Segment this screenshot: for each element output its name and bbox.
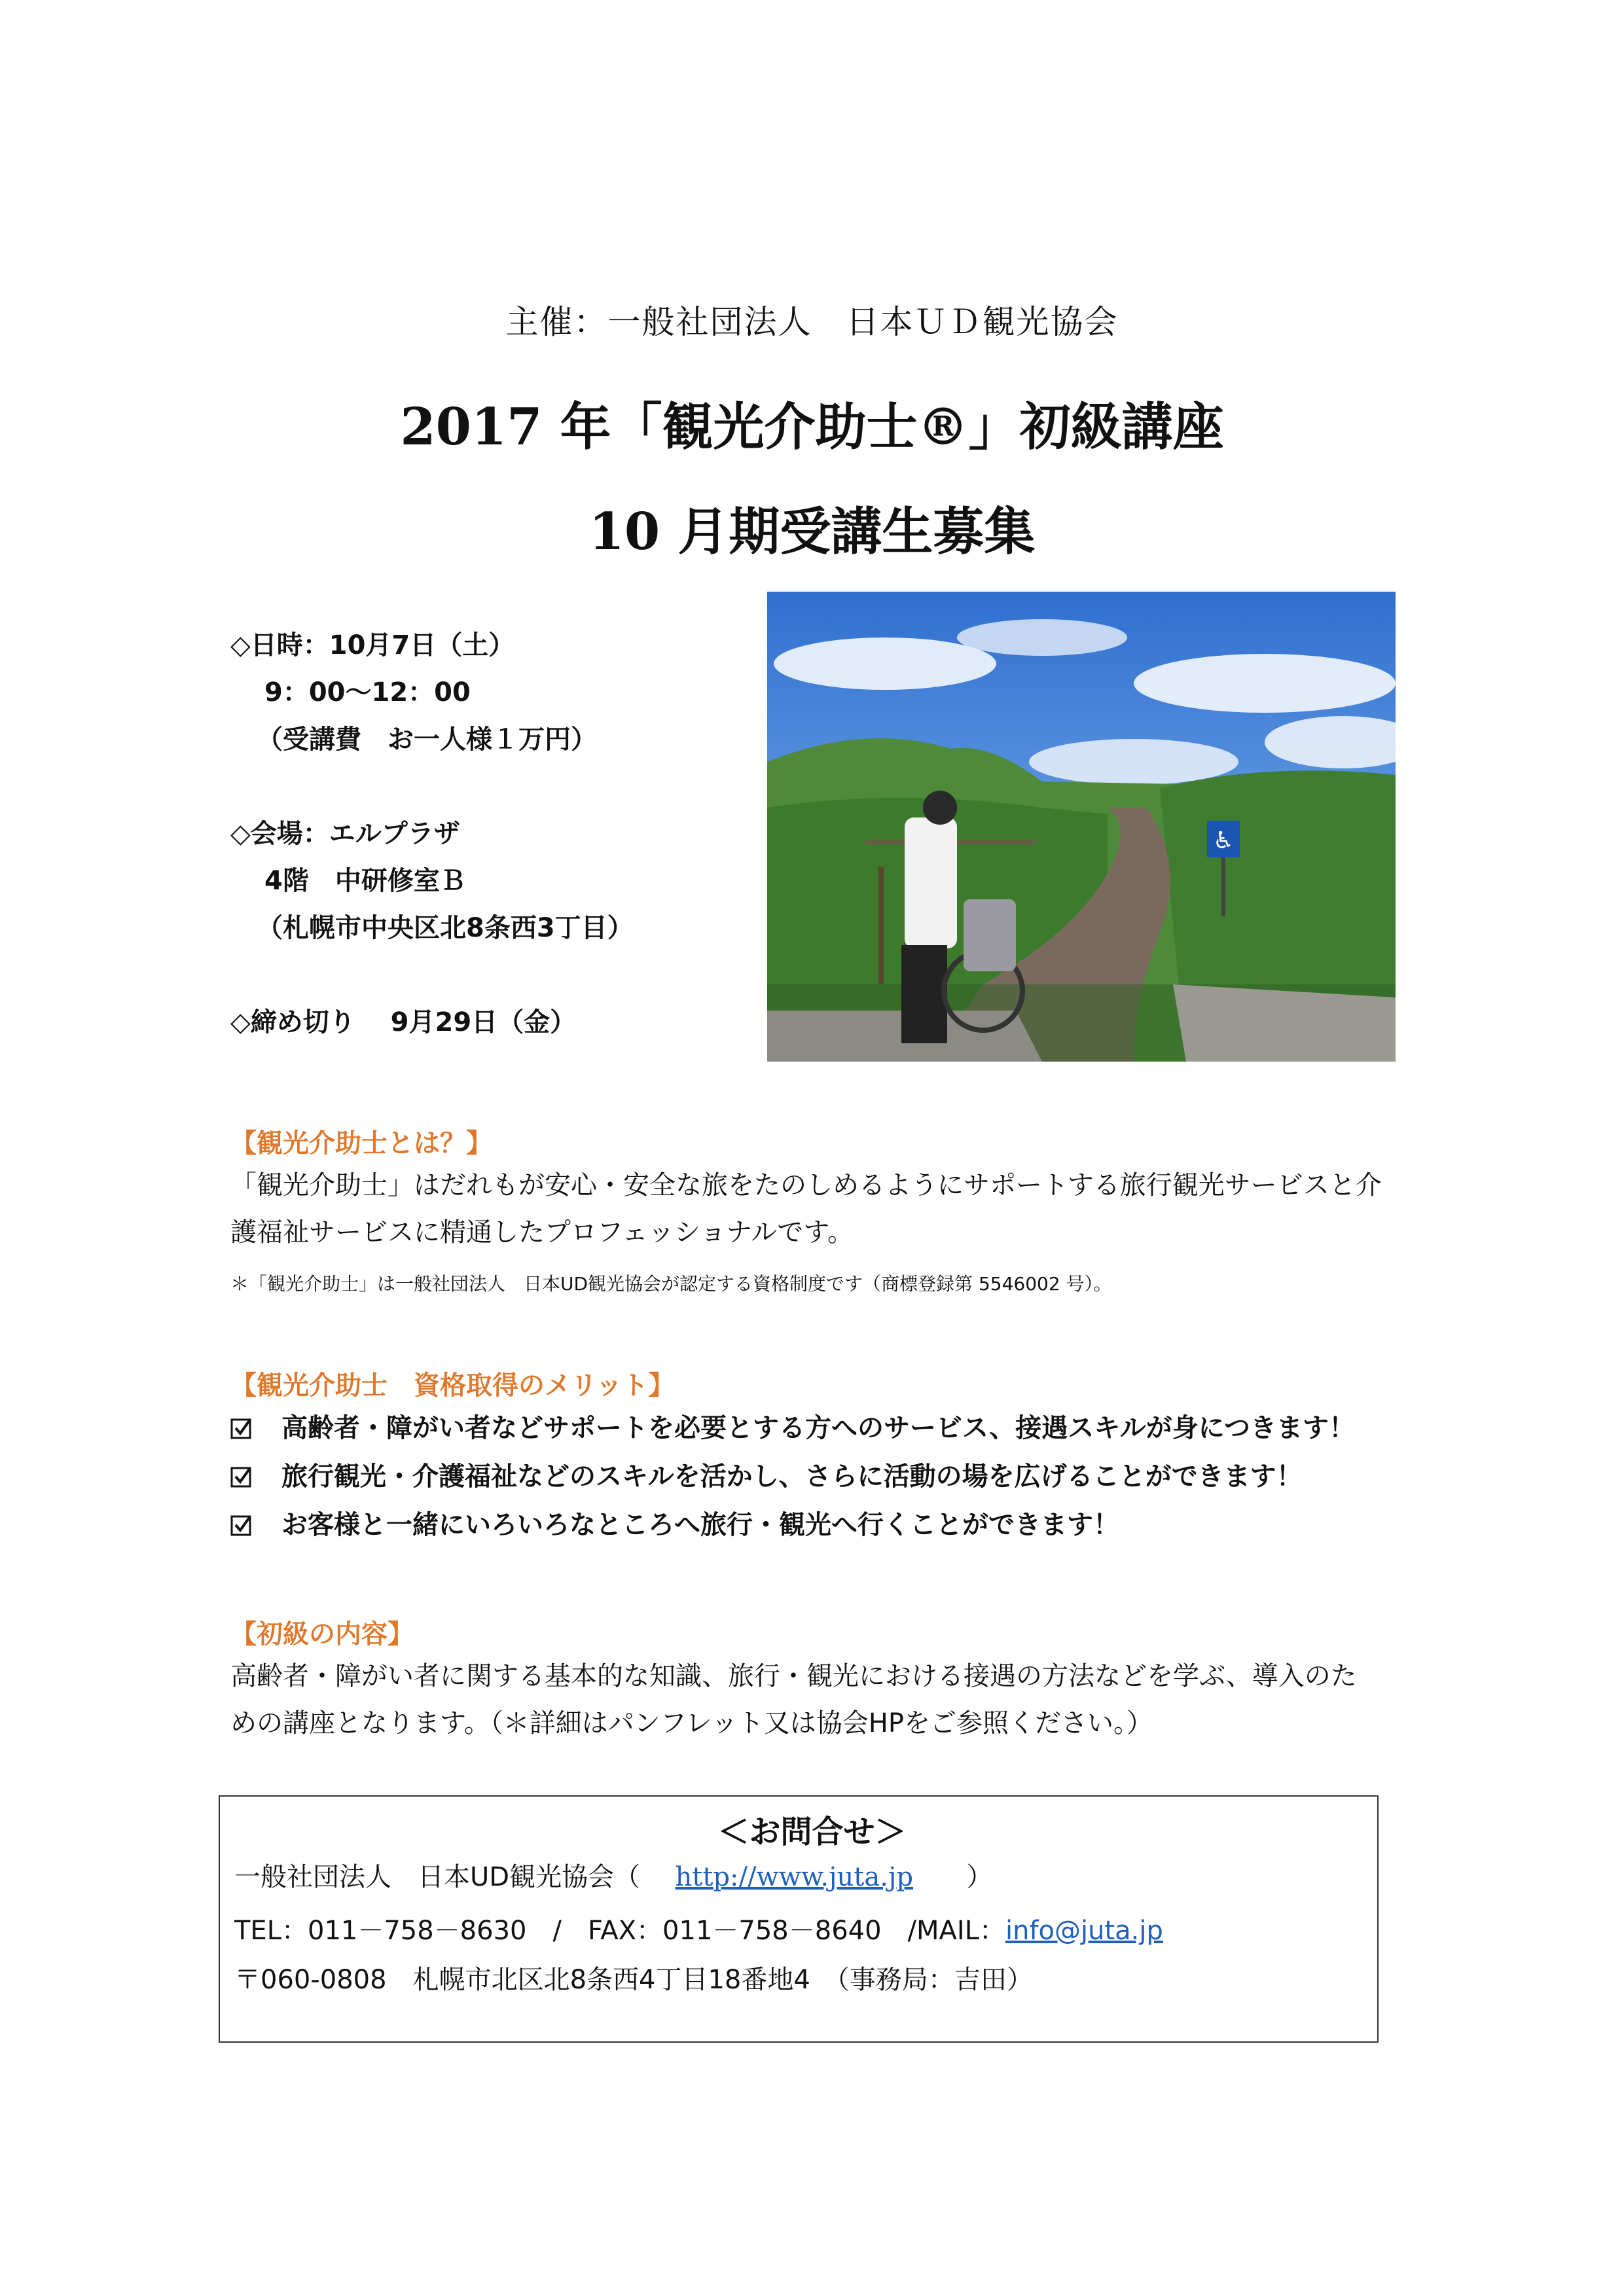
page-title: 2017 年「観光介助士®」初級講座 (400, 397, 1224, 457)
checkbox-checked-icon (230, 1417, 253, 1439)
merit-text: 高齢者・障がい者などサポートを必要とする方へのサービス、接遇スキルが身につきます！ (281, 1413, 1355, 1443)
email-link[interactable]: info@juta.jp (1005, 1916, 1163, 1946)
about-line: 「観光介助士」はだれもが安心・安全な旅をたのしめるようにサポートする旅行観光サービスと介 (230, 1170, 1382, 1200)
contact-org: 一般社団法人 日本UD観光協会（ (234, 1862, 641, 1892)
about-body (230, 1162, 1402, 1256)
contact-title: ＜お問合せ＞ (717, 1814, 907, 1850)
wheelchair-path-photo (767, 592, 1396, 1062)
venue-room: 4階 中研修室Ｂ (264, 866, 466, 896)
content-heading: 【初級の内容】 (230, 1619, 414, 1649)
merit-text: お客様と一緒にいろいろなところへ旅行・観光へ行くことができます！ (281, 1510, 1119, 1540)
fee: （受講費 お一人様１万円） (257, 725, 597, 755)
trademark-note: ＊「観光介助士」は一般社団法人 日本UD観光協会が認定する資格制度です（商標登録第 5546002 号）。 (230, 1273, 1112, 1295)
event-info (230, 622, 634, 1046)
list-item (230, 1452, 1355, 1501)
about-line: 護福祉サービスに精通したプロフェッショナルです。 (230, 1217, 854, 1247)
merits-list (230, 1404, 1355, 1549)
website-link[interactable]: http://www.juta.jp (675, 1862, 913, 1892)
checkbox-checked-icon (230, 1514, 253, 1536)
list-item (230, 1404, 1355, 1452)
time-range: 9：00～12：00 (264, 677, 471, 708)
datetime-label: ◇日時：10月7日（土） (230, 630, 515, 660)
contact-org-line (234, 1857, 992, 1897)
venue-label: ◇会場：エルプラザ (230, 819, 460, 849)
page-subtitle: 10 月期受講生募集 (588, 502, 1036, 562)
contact-phone-line (234, 1911, 1163, 1950)
contact-org-suffix: ） (966, 1862, 993, 1892)
merit-text: 旅行観光・介護福祉などのスキルを活かし、さらに活動の場を広げることができます！ (281, 1462, 1303, 1492)
contact-address: 〒060-0808 札幌市北区北8条西4丁目18番地4 （事務局：吉田） (234, 1965, 1033, 1995)
list-item (230, 1501, 1355, 1549)
checkbox-checked-icon (230, 1465, 253, 1488)
venue-address: （札幌市中央区北8条西3丁目） (257, 913, 634, 943)
content-body (230, 1653, 1402, 1747)
phone-fax: TEL：011－758－8630 / FAX：011－758－8640 /MAIL： (234, 1916, 1005, 1946)
content-line: めの講座となります。（＊詳細はパンフレット又は協会HPをご参照ください。） (230, 1708, 1153, 1738)
about-heading: 【観光介助士とは？】 (230, 1128, 492, 1158)
merits-heading: 【観光介助士 資格取得のメリット】 (230, 1371, 675, 1401)
organizer-line: 主催：一般社団法人 日本ＵＤ観光協会 (505, 303, 1119, 341)
content-line: 高齢者・障がい者に関する基本的な知識、旅行・観光における接遇の方法などを学ぶ、導入のた (230, 1661, 1357, 1691)
svg-text:♿: ♿ (1212, 827, 1235, 854)
deadline: ◇締め切り 9月29日（金） (230, 1007, 577, 1037)
